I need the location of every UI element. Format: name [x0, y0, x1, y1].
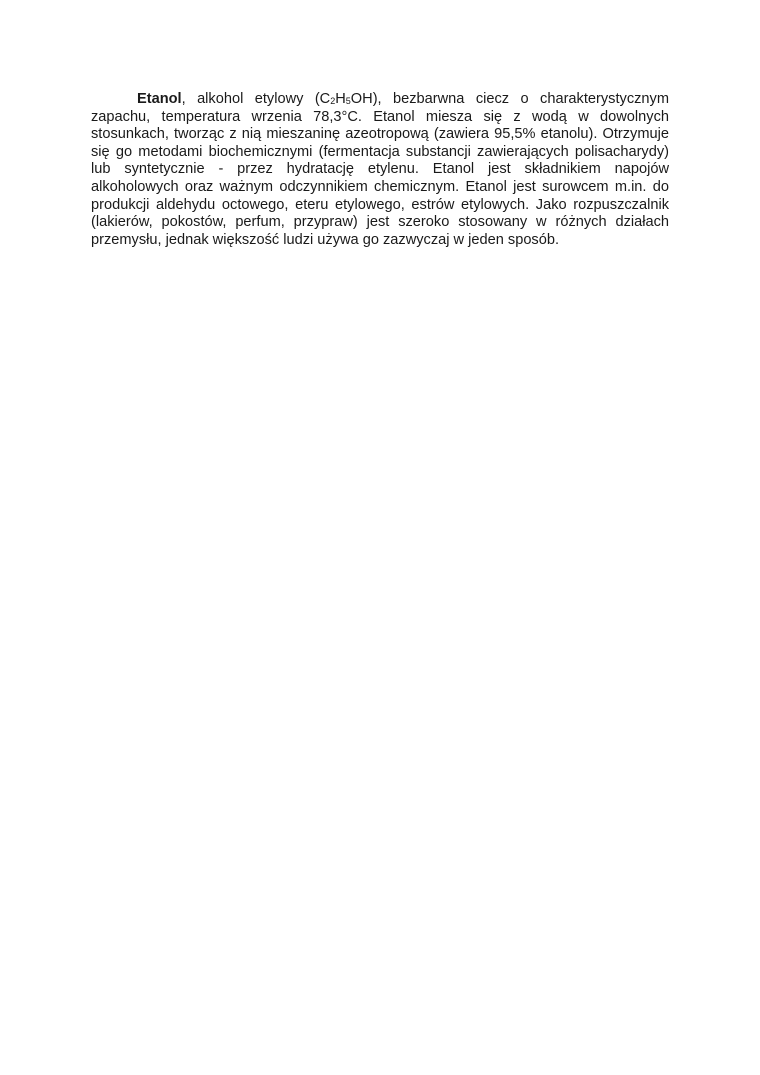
formula-subscript-5: 5 [345, 96, 351, 106]
formula-subscript-2: 2 [330, 96, 336, 106]
body-paragraph [91, 91, 669, 249]
body-text: OH), bezbarwna ciecz o charakterystycznym zapachu, temperatura wrzenia 78,3°C. Etanol miesza się z wodą w dowolnych stosunkach, tworząc z nią mieszaninę azeotropową (zawiera 95,5% etanolu). Otrzymuje się go metodami biochemicznymi (fermentacja substancji zawierających polisacharydy) lub syntetycznie - przez hydratację etylenu. Etanol jest składnikiem napojów alkoholowych oraz ważnym odczynnikiem chemicznym. Etanol jest surowcem m.in. do produkcji aldehydu octowego, eteru etylowego, estrów etylowych. Jako rozpuszczalnik (lakierów, pokostów, perfum, przypraw) jest szeroko stosowany w różnych działach przemysłu, jednak większość ludzi używa go zazwyczaj w jeden sposób. [91, 91, 669, 248]
formula-hydrogen: H [335, 91, 346, 107]
term-heading: Etanol [137, 91, 182, 107]
intro-text: , alkohol etylowy (C [181, 91, 331, 107]
